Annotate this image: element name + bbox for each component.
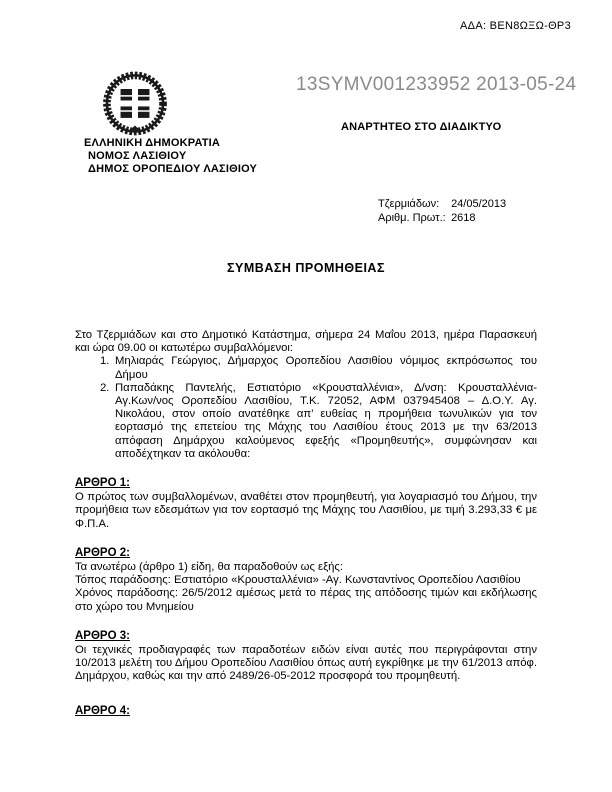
issuing-authority — [84, 137, 257, 176]
party-list-item — [75, 382, 537, 461]
article-3-paragraph: Οι τεχνικές προδιαγραφές των παραδοτέων ειδών είναι αυτές που περιγράφονται στην 10/2013 μελέτη του Δήμου Οροπεδίου Λασιθίου όπως αυτή εγκρίθηκε με την 61/2013 απόφ. Δημάρχου, καθώς και την από 2489/26-05-2012 προσφορά του προμηθευτή. — [75, 644, 537, 683]
article-3 — [75, 630, 537, 684]
article-2-delivery-place: Τόπος παράδοσης: Εστιατόριο «Κρουσταλλένια» -Αγ. Κωνσταντίνος Οροπεδίου Λασιθίου — [75, 574, 521, 587]
place-date-value: 24/05/2013 — [451, 198, 507, 210]
place-date-row — [378, 197, 506, 211]
authority-line-republic: ΕΛΛΗΝΙΚΗ ΔΗΜΟΚΡΑΤΙΑ — [84, 137, 221, 149]
document-title: ΣΥΜΒΑΣΗ ΠΡΟΜΗΘΕΙΑΣ — [227, 261, 385, 275]
article-2-paragraph: Τα ανωτέρω (άρθρο 1) είδη, θα παραδοθούν ως εξής: — [75, 561, 344, 574]
article-3-heading: ΑΡΘΡΟ 3: — [75, 629, 130, 642]
protocol-row — [378, 211, 506, 225]
article-2-delivery-time: Χρόνος παράδοσης: 26/5/2012 αμέσως μετά το πέρας της απόδοσης τιμών και εκδήλωσης στο χώρο του Μνημείου — [75, 587, 537, 613]
party-number: 1. — [100, 355, 110, 368]
place-label: Τζερμιάδων: — [378, 198, 440, 210]
article-4-heading: ΑΡΘΡΟ 4: — [75, 704, 130, 717]
greek-coat-of-arms-icon — [101, 71, 169, 141]
contract-body — [75, 329, 537, 719]
article-1-paragraph: Ο πρώτος των συμβαλλομένων, αναθέτει στον προμηθευτή, για λογαριασμό του Δήμου, την προμήθεια των εδεσμάτων για τον εορτασμό της Μάχης του Λασιθίου, με τιμή 3.293,33 € με Φ.Π.Α. — [75, 491, 537, 530]
party-text-mayor: Μηλιαράς Γεώργιος, Δήμαρχος Οροπεδίου Λασιθίου νόμιμος εκπρόσωπος του Δήμου — [115, 355, 537, 381]
article-1-heading: ΑΡΘΡΟ 1: — [75, 477, 130, 490]
date-protocol-block — [378, 197, 506, 225]
ada-code: ΑΔΑ: ΒΕΝ8ΩΞΩ-ΘΡ3 — [460, 20, 571, 32]
party-text-supplier: Παπαδάκης Παντελής, Εστιατόριο «Κρουσταλλένια», Δ/νση: Κρουσταλλένια-Αγ.Κων/νος Οροπεδίου Λασιθίου, Τ.Κ. 72052, ΑΦΜ 037945408 – Δ.Ο.Υ. Αγ. Νικολάου, στον οποίο ανατέθηκε απ’ ευθείας η προμήθεια τωνυλικών για τον εορτασμό της επετείου της Μάχης του Λασιθίου έτους 2013 με την 63/2013 απόφαση Δημάρχου καλούμενος εφεξής «Προμηθευτής», συμφώνησαν και αποδέχτηκαν τα ακόλουθα: — [115, 381, 537, 460]
party-list-item — [75, 355, 537, 381]
article-2 — [75, 547, 537, 614]
registry-number: 13SYMV001233952 2013-05-24 — [296, 74, 577, 95]
authority-line-prefecture: ΝΟΜΟΣ ΛΑΣΙΘΙΟΥ — [88, 150, 187, 162]
article-1 — [75, 477, 537, 531]
web-posting-notice: ΑΝΑΡΤΗΤΕΟ ΣΤΟ ΔΙΑΔΙΚΤΥΟ — [341, 121, 502, 133]
protocol-label: Αριθμ. Πρωτ.: — [378, 212, 446, 224]
article-4 — [75, 705, 537, 718]
authority-line-municipality: ΔΗΜΟΣ ΟΡΟΠΕΔΙΟΥ ΛΑΣΙΘΙΟΥ — [88, 163, 258, 175]
intro-paragraph: Στο Τζερμιάδων και στο Δημοτικό Κατάστημα, σήμερα 24 Μαΐου 2013, ημέρα Παρασκευή και ώρα 09.00 οι κατωτέρω συμβαλλόμενοι: — [75, 329, 537, 355]
article-2-heading: ΑΡΘΡΟ 2: — [75, 546, 130, 559]
protocol-value: 2618 — [451, 212, 476, 224]
party-number: 2. — [100, 381, 110, 394]
